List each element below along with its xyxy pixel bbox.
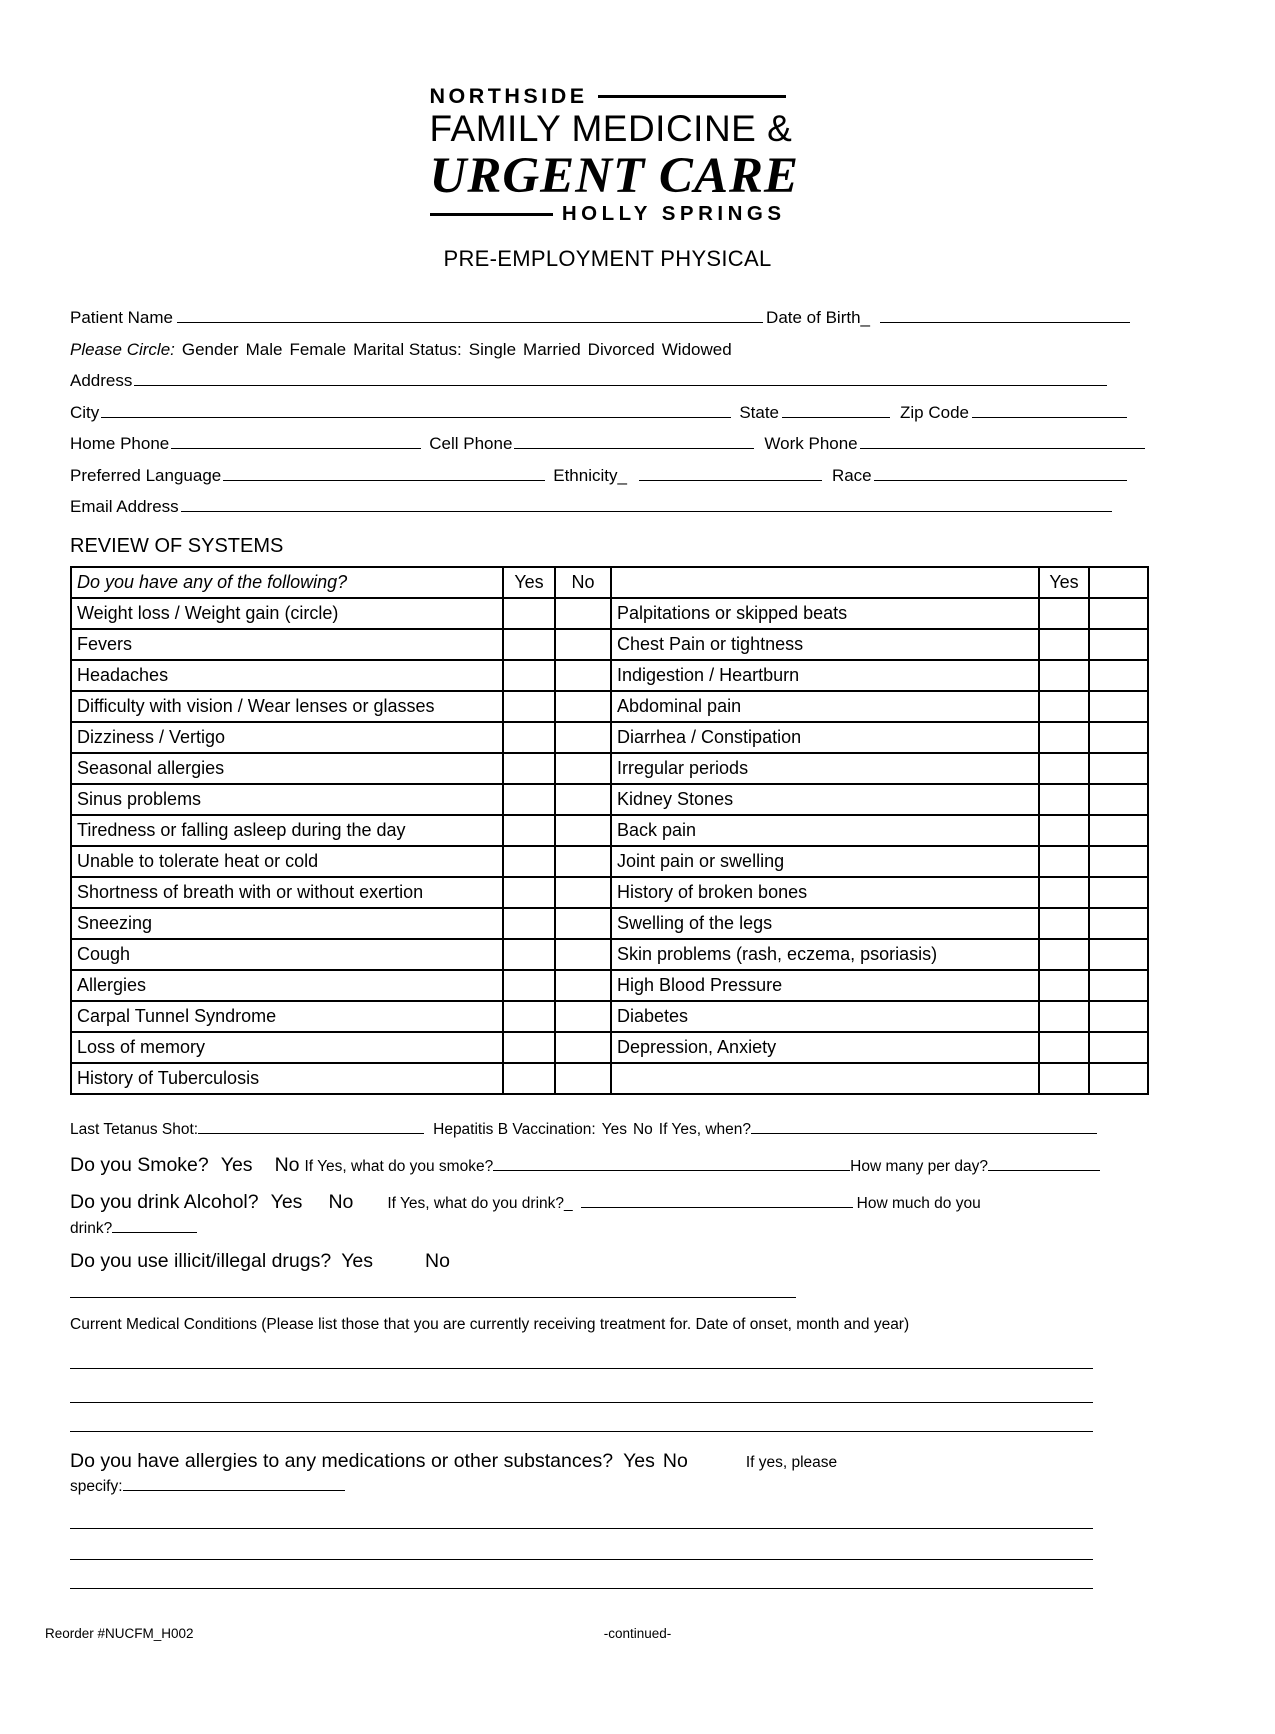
ros-right-item: Palpitations or skipped beats — [611, 598, 1039, 629]
ros-row — [71, 877, 1148, 908]
ros-left-no-cell[interactable] — [555, 1063, 611, 1094]
ros-right-no-cell[interactable] — [1089, 846, 1148, 877]
reorder-code: Reorder #NUCFM_H002 — [45, 1626, 194, 1641]
ros-row — [71, 722, 1148, 753]
ros-left-item: Headaches — [71, 660, 503, 691]
city-row — [70, 403, 1145, 423]
allergy-detail-line-2[interactable] — [70, 1559, 1093, 1560]
allergy-question: Do you have allergies to any medications or other substances? — [70, 1450, 614, 1472]
drink-amount-field[interactable] — [112, 1232, 197, 1233]
ros-left-no-cell[interactable] — [555, 877, 611, 908]
email-row — [70, 497, 1145, 517]
ros-row — [71, 1032, 1148, 1063]
ros-row — [71, 846, 1148, 877]
ros-left-no-cell[interactable] — [555, 660, 611, 691]
ros-left-no-cell[interactable] — [555, 1001, 611, 1032]
logo-holly-springs: HOLLY SPRINGS — [561, 202, 786, 225]
language-row — [70, 466, 1145, 486]
ros-left-yes-cell[interactable] — [503, 722, 555, 753]
ros-left-no-cell[interactable] — [555, 598, 611, 629]
ros-left-yes-cell[interactable] — [503, 753, 555, 784]
ros-right-item: Indigestion / Heartburn — [611, 660, 1039, 691]
address-label: Address — [70, 371, 133, 390]
email-label: Email Address — [70, 497, 179, 516]
ros-right-item: Depression, Anxiety — [611, 1032, 1039, 1063]
ros-right-no-cell[interactable] — [1089, 784, 1148, 815]
ros-row — [71, 1063, 1148, 1094]
ros-left-item: Sinus problems — [71, 784, 503, 815]
city-field[interactable] — [101, 417, 731, 418]
please-circle-label: Please Circle: — [70, 339, 175, 359]
preferred-language-field[interactable] — [223, 480, 545, 481]
ros-right-yes-cell[interactable] — [1039, 877, 1089, 908]
alcohol-row — [70, 1191, 1145, 1214]
ros-row — [71, 691, 1148, 722]
ros-right-no-cell[interactable] — [1089, 1063, 1148, 1094]
ros-right-yes-cell[interactable] — [1039, 753, 1089, 784]
ros-right-item: Skin problems (rash, eczema, psoriasis) — [611, 939, 1039, 970]
ros-right-yes-cell[interactable] — [1039, 1063, 1089, 1094]
alcohol-yes-option[interactable]: Yes — [270, 1191, 303, 1213]
ros-right-item: Back pain — [611, 815, 1039, 846]
state-label: State — [739, 402, 780, 422]
ros-right-item: Kidney Stones — [611, 784, 1039, 815]
ros-row — [71, 815, 1148, 846]
logo-family-medicine: FAMILY MEDICINE & — [429, 108, 793, 149]
drugs-question: Do you use illicit/illegal drugs? — [70, 1250, 332, 1272]
conditions-label: Current Medical Conditions (Please list those that you are currently receiving treatment for. Date of onset, month and year) — [70, 1316, 910, 1333]
ros-left-item: Cough — [71, 939, 503, 970]
ros-left-yes-cell[interactable] — [503, 598, 555, 629]
ros-left-item: Tiredness or falling asleep during the day — [71, 815, 503, 846]
ros-left-yes-cell[interactable] — [503, 1063, 555, 1094]
ros-row — [71, 660, 1148, 691]
ros-right-no-cell[interactable] — [1089, 691, 1148, 722]
ros-right-yes-cell[interactable] — [1039, 629, 1089, 660]
smoke-what-label: If Yes, what do you smoke? — [304, 1158, 494, 1175]
ros-row — [71, 598, 1148, 629]
ros-right-item: Joint pain or swelling — [611, 846, 1039, 877]
ros-left-no-cell[interactable] — [555, 1032, 611, 1063]
ros-header-yes-left: Yes — [503, 567, 555, 598]
smoke-no-option[interactable]: No — [274, 1154, 300, 1176]
ethnicity-label: Ethnicity_ — [553, 465, 627, 485]
smoke-per-day-field[interactable] — [988, 1170, 1100, 1171]
ros-left-item: Unable to tolerate heat or cold — [71, 846, 503, 877]
ros-left-no-cell[interactable] — [555, 753, 611, 784]
ros-left-yes-cell[interactable] — [503, 908, 555, 939]
ros-left-item: Shortness of breath with or without exertion — [71, 877, 503, 908]
ros-left-item: Dizziness / Vertigo — [71, 722, 503, 753]
tetanus-label: Last Tetanus Shot: — [70, 1121, 199, 1138]
marital-option-single[interactable]: Single — [468, 339, 517, 359]
ros-right-yes-cell[interactable] — [1039, 815, 1089, 846]
smoke-what-field[interactable] — [493, 1170, 850, 1171]
review-of-systems-table — [70, 566, 1149, 1095]
logo-rule-right — [598, 95, 786, 98]
cell-phone-label: Cell Phone — [429, 434, 513, 453]
ros-right-item: Diabetes — [611, 1001, 1039, 1032]
ros-right-yes-cell[interactable] — [1039, 784, 1089, 815]
allergy-if-yes-label: If yes, please — [745, 1454, 838, 1471]
allergy-yes-option[interactable]: Yes — [623, 1450, 655, 1472]
ros-body — [71, 567, 1148, 1094]
allergy-question-row — [70, 1450, 1145, 1473]
ros-left-yes-cell[interactable] — [503, 691, 555, 722]
ros-right-no-cell[interactable] — [1089, 815, 1148, 846]
drink-amount-label: drink? — [70, 1220, 113, 1237]
ros-left-item: Allergies — [71, 970, 503, 1001]
ros-left-no-cell[interactable] — [555, 691, 611, 722]
ros-left-yes-cell[interactable] — [503, 1001, 555, 1032]
gender-option-female[interactable]: Female — [289, 339, 347, 359]
ros-right-item: Abdominal pain — [611, 691, 1039, 722]
ros-left-yes-cell[interactable] — [503, 970, 555, 1001]
ros-row — [71, 753, 1148, 784]
zip-field[interactable] — [972, 417, 1127, 418]
ros-right-item: Chest Pain or tightness — [611, 629, 1039, 660]
ros-right-yes-cell[interactable] — [1039, 722, 1089, 753]
ros-header-yes-right: Yes — [1039, 567, 1089, 598]
ros-right-no-cell[interactable] — [1089, 1001, 1148, 1032]
ros-right-yes-cell[interactable] — [1039, 908, 1089, 939]
ros-left-yes-cell[interactable] — [503, 877, 555, 908]
ros-left-yes-cell[interactable] — [503, 629, 555, 660]
conditions-line-2[interactable] — [70, 1402, 1093, 1403]
ros-right-yes-cell[interactable] — [1039, 660, 1089, 691]
allergy-detail-line-3[interactable] — [70, 1588, 1093, 1589]
ros-right-item: History of broken bones — [611, 877, 1039, 908]
marital-option-married[interactable]: Married — [523, 339, 581, 359]
ros-left-yes-cell[interactable] — [503, 784, 555, 815]
logo-rule-left — [430, 213, 553, 216]
ros-left-item: Carpal Tunnel Syndrome — [71, 1001, 503, 1032]
alcohol-what-field[interactable] — [581, 1207, 853, 1208]
ros-left-yes-cell[interactable] — [503, 1032, 555, 1063]
ros-row — [71, 908, 1148, 939]
patient-name-row — [70, 308, 1145, 328]
hepb-when-field[interactable] — [751, 1133, 1097, 1134]
home-phone-field[interactable] — [171, 448, 421, 449]
ros-right-item: Swelling of the legs — [611, 908, 1039, 939]
ros-right-no-cell[interactable] — [1089, 629, 1148, 660]
continued-label: -continued- — [603, 1626, 672, 1641]
ros-right-no-cell[interactable] — [1089, 1032, 1148, 1063]
ros-right-yes-cell[interactable] — [1039, 939, 1089, 970]
gender-option-male[interactable]: Male — [245, 339, 283, 359]
ros-left-item: Fevers — [71, 629, 503, 660]
ros-left-yes-cell[interactable] — [503, 846, 555, 877]
allergy-specify-field[interactable] — [123, 1490, 345, 1491]
form-title: PRE-EMPLOYMENT PHYSICAL — [443, 246, 772, 271]
allergy-specify-label: specify: — [70, 1478, 123, 1495]
ros-left-no-cell[interactable] — [555, 970, 611, 1001]
ros-row — [71, 629, 1148, 660]
hepb-no-option[interactable]: No — [632, 1121, 653, 1138]
ros-row — [71, 970, 1148, 1001]
smoke-question: Do you Smoke? — [70, 1154, 209, 1176]
dob-label: Date of Birth_ — [766, 308, 870, 327]
marital-status-label: Marital Status: — [353, 339, 462, 359]
ros-right-no-cell[interactable] — [1089, 939, 1148, 970]
ros-right-item — [611, 1063, 1039, 1094]
email-field[interactable] — [181, 511, 1112, 512]
drugs-row — [70, 1250, 1145, 1273]
drugs-yes-option[interactable]: Yes — [341, 1250, 374, 1272]
ros-right-item: High Blood Pressure — [611, 970, 1039, 1001]
ros-row — [71, 939, 1148, 970]
phones-row — [70, 434, 1145, 454]
ros-left-no-cell[interactable] — [555, 629, 611, 660]
conditions-line-1[interactable] — [70, 1368, 1093, 1369]
ros-header-row — [71, 567, 1148, 598]
patient-name-field[interactable] — [177, 322, 763, 323]
alcohol-how-much-label: How much do you — [856, 1195, 981, 1212]
review-of-systems-heading: REVIEW OF SYSTEMS — [70, 535, 284, 557]
hepb-label: Hepatitis B Vaccination: — [433, 1121, 596, 1138]
ros-left-item: Seasonal allergies — [71, 753, 503, 784]
race-field[interactable] — [874, 480, 1127, 481]
ros-header-blank-2 — [1089, 567, 1148, 598]
ros-right-no-cell[interactable] — [1089, 598, 1148, 629]
allergy-detail-line-1[interactable] — [70, 1528, 1093, 1529]
zip-label: Zip Code — [900, 402, 969, 422]
address-row — [70, 371, 1145, 391]
logo-urgent-care: URGENT CARE — [429, 148, 799, 204]
tetanus-field[interactable] — [198, 1133, 424, 1134]
drugs-no-option[interactable]: No — [425, 1250, 450, 1272]
conditions-line-3[interactable] — [70, 1431, 1093, 1432]
ros-left-yes-cell[interactable] — [503, 815, 555, 846]
race-label: Race — [831, 465, 872, 485]
ros-right-no-cell[interactable] — [1089, 877, 1148, 908]
allergy-no-option[interactable]: No — [662, 1450, 688, 1472]
marital-option-divorced[interactable]: Divorced — [587, 339, 655, 359]
smoke-yes-option[interactable]: Yes — [220, 1154, 253, 1176]
ros-right-no-cell[interactable] — [1089, 908, 1148, 939]
ros-left-no-cell[interactable] — [555, 784, 611, 815]
smoke-row — [70, 1154, 1145, 1177]
hepb-when-label: If Yes, when? — [658, 1121, 752, 1138]
ros-header-no-left: No — [555, 567, 611, 598]
ros-left-item: Difficulty with vision / Wear lenses or glasses — [71, 691, 503, 722]
ros-right-yes-cell[interactable] — [1039, 1001, 1089, 1032]
clinic-logo — [429, 84, 799, 226]
drugs-detail-line[interactable] — [70, 1297, 796, 1298]
state-field[interactable] — [782, 417, 890, 418]
ros-left-no-cell[interactable] — [555, 722, 611, 753]
preferred-language-label: Preferred Language — [70, 465, 222, 485]
logo-name: NORTHSIDE — [429, 84, 588, 108]
address-field[interactable] — [134, 385, 1107, 386]
ros-left-no-cell[interactable] — [555, 908, 611, 939]
ros-left-item: Loss of memory — [71, 1032, 503, 1063]
alcohol-question: Do you drink Alcohol? — [70, 1191, 259, 1213]
work-phone-field[interactable] — [860, 448, 1145, 449]
cell-phone-field[interactable] — [514, 448, 754, 449]
page-footer — [45, 1626, 1230, 1641]
ros-right-no-cell[interactable] — [1089, 970, 1148, 1001]
ethnicity-field[interactable] — [639, 480, 822, 481]
ros-left-no-cell[interactable] — [555, 939, 611, 970]
dob-field[interactable] — [880, 322, 1130, 323]
ros-left-item: Weight loss / Weight gain (circle) — [71, 598, 503, 629]
city-label: City — [70, 402, 100, 422]
ros-right-no-cell[interactable] — [1089, 753, 1148, 784]
ros-row — [71, 784, 1148, 815]
ros-header-question: Do you have any of the following? — [71, 567, 503, 598]
ros-left-item: History of Tuberculosis — [71, 1063, 503, 1094]
ros-right-yes-cell[interactable] — [1039, 846, 1089, 877]
home-phone-label: Home Phone — [70, 434, 170, 453]
ros-right-item: Irregular periods — [611, 753, 1039, 784]
drink-amount-row — [70, 1220, 1145, 1238]
marital-option-widowed[interactable]: Widowed — [661, 339, 732, 359]
ros-right-no-cell[interactable] — [1089, 660, 1148, 691]
ros-left-yes-cell[interactable] — [503, 939, 555, 970]
alcohol-what-label: If Yes, what do you drink?_ — [387, 1195, 573, 1212]
circle-row — [70, 340, 1145, 360]
ros-right-no-cell[interactable] — [1089, 722, 1148, 753]
work-phone-label: Work Phone — [764, 434, 858, 453]
page — [70, 84, 1145, 1589]
gender-label: Gender — [181, 339, 239, 359]
ros-row — [71, 1001, 1148, 1032]
ros-right-yes-cell[interactable] — [1039, 970, 1089, 1001]
alcohol-no-option[interactable]: No — [328, 1191, 354, 1213]
ros-right-yes-cell[interactable] — [1039, 1032, 1089, 1063]
ros-right-item: Diarrhea / Constipation — [611, 722, 1039, 753]
patient-name-label: Patient Name — [70, 308, 173, 327]
ros-right-yes-cell[interactable] — [1039, 691, 1089, 722]
tetanus-row — [70, 1121, 1145, 1139]
ros-left-item: Sneezing — [71, 908, 503, 939]
ros-right-yes-cell[interactable] — [1039, 598, 1089, 629]
ros-left-no-cell[interactable] — [555, 815, 611, 846]
ros-header-blank — [611, 567, 1039, 598]
ros-left-yes-cell[interactable] — [503, 660, 555, 691]
hepb-yes-option[interactable]: Yes — [601, 1121, 627, 1138]
smoke-per-day-label: How many per day? — [850, 1158, 988, 1175]
ros-left-no-cell[interactable] — [555, 846, 611, 877]
allergy-specify-row — [70, 1478, 1145, 1496]
